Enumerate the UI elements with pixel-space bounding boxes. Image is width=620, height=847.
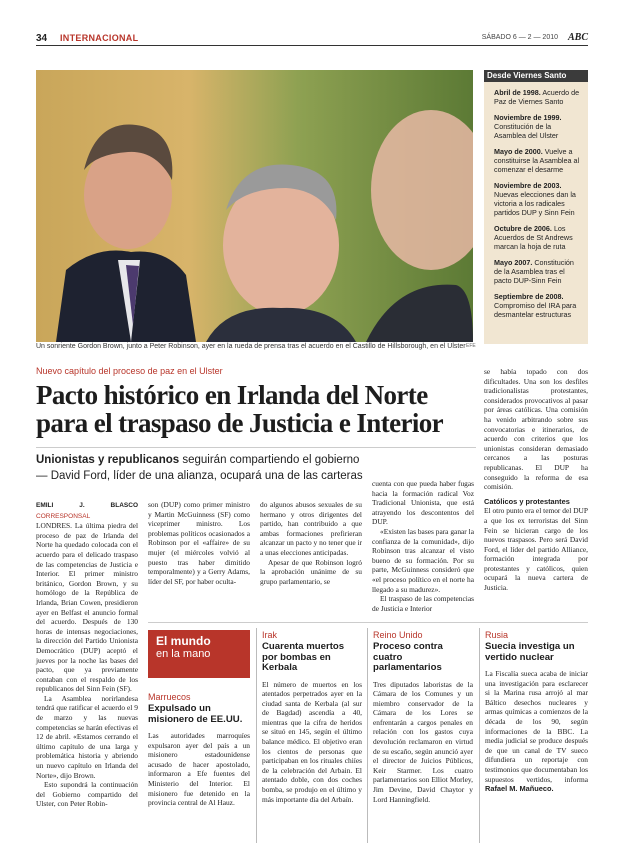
article-col-1: EMILI J. BLASCO CORRESPONSAL LONDRES. La última piedra del proceso de paz de Irlanda del Norte ha quedado colocada con el acuerdo para el delicado traspaso de las competencias de Justicia e Interior. El primer ministro británico, Gordon Brown, y su homólogo de la República de Irlanda, Brian Cowen, presidieron ayer en Belfast el anuncio formal del acuerdo. Después de 130 horas de intensas negociaciones, la dirección del Partido Unionista Democrático (DUP) aceptó el jueves por la noche las bases del pacto, que ya previamente contaban con el respaldo de los republicanos del Sinn Fein (SF). La Asamblea norirlandesa tendrá que ratificar el acuerdo el 9 de marzo y las nuevas competencias se harán efectivas el 12 de abril. «Estamos cerrando el último capítulo de una larga y problemática historia y abriendo un nuevo capítulo en Irlanda del Norte», dijo Brown. Esto supondrá la continuación del Gobierno compartido del Ulster, con Peter Robin-	[36, 502, 138, 809]
photo-credit: EFE	[466, 343, 476, 349]
el-mundo-box: El mundo en la mano	[148, 630, 250, 678]
timeline-item: Noviembre de 2003. Nuevas elecciones dan la victoria a los radicales partidos DUP y Sinn Fein	[494, 181, 576, 217]
divider	[36, 447, 476, 448]
subheading: Católicos y protestantes	[484, 496, 570, 506]
timeline-item: Abril de 1998. Acuerdo de Paz de Viernes Santo	[494, 88, 580, 106]
brief-reino-unido: Reino Unido Proceso contra cuatro parlamentarios Tres diputados laboristas de la Cámara de los Comunes y un miembro conservador de la Cámara de los Lores se enfrentarán a cargos penales en relación con los gastos cuya devolución reclamaron en virtud de su escaño, según anunció ayer el director de Juicios Públicos, Keir Starmer. Los cuatro parlamentarios son Elliot Morley, Jim Devine, David Chaytor y Lord Hanningfield.	[373, 630, 473, 804]
page-header	[36, 33, 588, 46]
briefs-divider	[148, 622, 588, 623]
brief-irak: Irak Cuarenta muertos por bombas en Kerbala El número de muertos en los atentados perpetrados ayer en la ciudad santa de Kerbala (al sur de Bagdad) ascendía a 40, mientras que la cifra de heridos se situó en 145, según el último balance médico. El objetivo eran los cientos de personas que participaban en los rituales chiíes de la celebración del Arbain. El atentado doble, con dos coches bomba, se produjo en el último y más importante día del Arbaín.	[262, 630, 362, 804]
timeline-item: Octubre de 2006. Los Acuerdos de St Andrews marcan la hoja de ruta	[494, 224, 573, 251]
section-label: INTERNACIONAL	[60, 33, 139, 43]
abc-logo: ABC	[567, 32, 588, 43]
article-subhead: Unionistas y republicanos seguirán compartiendo el gobierno — David Ford, líder de una alianza, ocupará una de las carteras	[36, 454, 363, 482]
timeline-title: Desde Viernes Santo	[484, 70, 588, 82]
timeline-item: Noviembre de 1999. Constitución de la Asamblea del Ulster	[494, 113, 562, 140]
article-kicker: Nuevo capítulo del proceso de paz en el Ulster	[36, 366, 223, 376]
article-headline: Pacto histórico en Irlanda del Norte para el traspaso de Justicia e Interior	[36, 380, 444, 438]
article-col-3: do algunos abusos sexuales de su hermano y otros dirigentes del partido, han contribuido a que ambas formaciones prefirieran alcanzar un pacto y no tener que ir a unas elecciones anticipadas. Apesar de que Robinson logró la aprobación unánime de su grupo parlamentario, se	[260, 500, 362, 586]
issue-date: SÁBADO 6 — 2 — 2010	[481, 34, 558, 41]
timeline-box	[484, 82, 588, 344]
column-rule	[479, 628, 480, 843]
timeline-item: Mayo de 2000. Vuelve a constituirse la Asamblea al comenzar el desarme	[494, 147, 580, 174]
article-col-2: son (DUP) como primer ministro y Martin McGuinness (SF) como viceprimer ministro. Los problemas políticos ocasionados a Robinson por el «affaire» de su mujer (el miércoles volvió al puesto tras haber dimitido temporalmente) y a Gerry Adams, líder del SF, por haber oculta-	[148, 500, 250, 586]
article-col-4: cuenta con que pueda haber fugas hacia la formación radical Voz Tradicional Unionista, que está atrayendo los descontentos del DUP. «Existen las bases para ganar la confianza de la comunidad», dijo Robinson tras alcanzar el visto bueno de su formación. Por su parte, McGuinness consideró que «el proceso político en el norte ha llegado a su madurez». El traspaso de las competencias de Justicia e Interior	[372, 479, 474, 613]
brief-marruecos: Marruecos Expulsado un misionero de EE.UU. Las autoridades marroquíes expulsaron ayer del país a un misionero estadounidense acusado de hacer apostolado, informaron a Efe fuentes del Ministerio del Interior. El misionero fue detenido en la provincia central de Al Hauz.	[148, 692, 250, 808]
column-rule	[256, 628, 257, 843]
news-photo	[36, 70, 473, 342]
photo-caption: Un sonriente Gordon Brown, junto a Peter Robinson, ayer en la rueda de prensa tras el acuerdo en el Castillo de Hillsborough, en el Ulster	[36, 343, 466, 350]
timeline-item: Mayo 2007. Constitución de la Asamblea tras el pacto DUP-Sinn Fein	[494, 258, 574, 285]
article-col-5: se había topado con dos dificultades. Una son los desfiles tradicionalistas protestantes, considerados provocativos al pasar por áreas católicas. Una comisión ha venido arbitrando sobre sus convocatorias e itinerarios, de acuerdo con criterios que los unionistas consideran demasiado cercanos a las posturas republicanas. El DUP ha conseguido la reforma de esa comisión. Católicos y protestantes El otro punto era el temor del DUP a que los ex terroristas del Sinn Fein se hicieran cargo de los nuevos traspasos. Pero será David Ford, el líder del partido Alliance, formación integrada por protestantes y católicos, quien ocupará la nueva cartera de Justicia.	[484, 367, 588, 593]
page-number: 34	[36, 33, 48, 44]
photo-illustration	[36, 70, 473, 342]
brief-rusia: Rusia Suecia investiga un vertido nuclear La Fiscalía sueca acaba de iniciar una investigación para esclarecer si la Marina rusa arrojó al mar Báltico desechos nucleares y armas químicas a comienzos de la década de los 90, según informaciones de la BBC. La media judicial se produce después de que un canal de TV sueco difundiera un reportaje con testimonios que documentaban los supuestos vertidos, informa Rafael M. Mañueco.	[485, 630, 588, 794]
timeline-item: Septiembre de 2008. Compromiso del IRA para desmantelar estructuras	[494, 292, 577, 319]
column-rule	[367, 628, 368, 843]
